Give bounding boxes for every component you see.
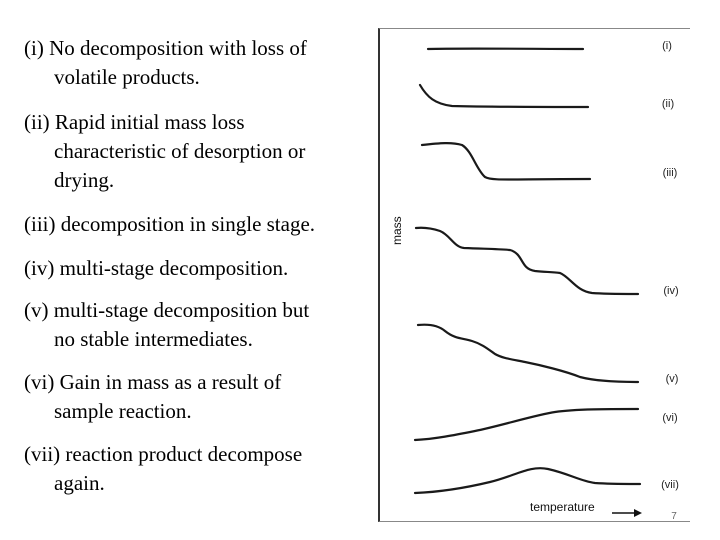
curve-vi: [415, 409, 638, 440]
description-line: (vi) Gain in mass as a result of: [24, 370, 282, 394]
curve-label-iii: (iii): [662, 167, 678, 179]
description-item-i: [24, 34, 369, 92]
description-line: (ii) Rapid initial mass loss: [24, 110, 245, 134]
description-item-v: [24, 296, 369, 354]
description-continuation: characteristic of desorption or drying.: [54, 139, 306, 192]
description-item-vii: [24, 440, 369, 498]
mass-axis-label: mass: [390, 216, 404, 245]
temperature-arrowhead-icon: [634, 509, 642, 517]
curve-label-vii: (vii): [661, 479, 679, 491]
description-line: (i) No decomposition with loss of: [24, 36, 307, 60]
description-item-vi: [24, 368, 369, 426]
description-continuation: volatile products.: [54, 65, 200, 89]
temperature-axis-label: temperature: [530, 500, 595, 514]
curve-vii: [415, 468, 640, 493]
curve-label-vi: (vi): [662, 412, 678, 424]
curve-ii: [420, 85, 588, 107]
description-line: (iii) decomposition in single stage.: [24, 212, 316, 236]
curve-v: [418, 325, 638, 382]
curve-label-ii: (ii): [661, 98, 675, 110]
description-continuation: sample reaction.: [54, 399, 192, 423]
thermogravimetric-curves-figure: [378, 28, 690, 522]
description-continuation: no stable intermediates.: [54, 327, 253, 351]
curve-label-v: (v): [665, 373, 679, 385]
description-line: (vii) reaction product decompose: [24, 442, 303, 466]
description-item-iv: [24, 254, 369, 283]
description-line: (iv) multi-stage decomposition.: [24, 256, 289, 280]
curves-svg: [380, 29, 690, 521]
description-line: (v) multi-stage decomposition but: [24, 298, 310, 322]
curve-iii: [422, 143, 590, 179]
page-number: 7: [671, 511, 677, 521]
description-item-ii: [24, 108, 369, 195]
curve-label-iv: (iv): [663, 285, 679, 297]
curve-label-i: (i): [662, 40, 672, 52]
description-continuation: again.: [54, 471, 105, 495]
description-item-iii: [24, 210, 369, 239]
curve-iv: [416, 228, 638, 294]
